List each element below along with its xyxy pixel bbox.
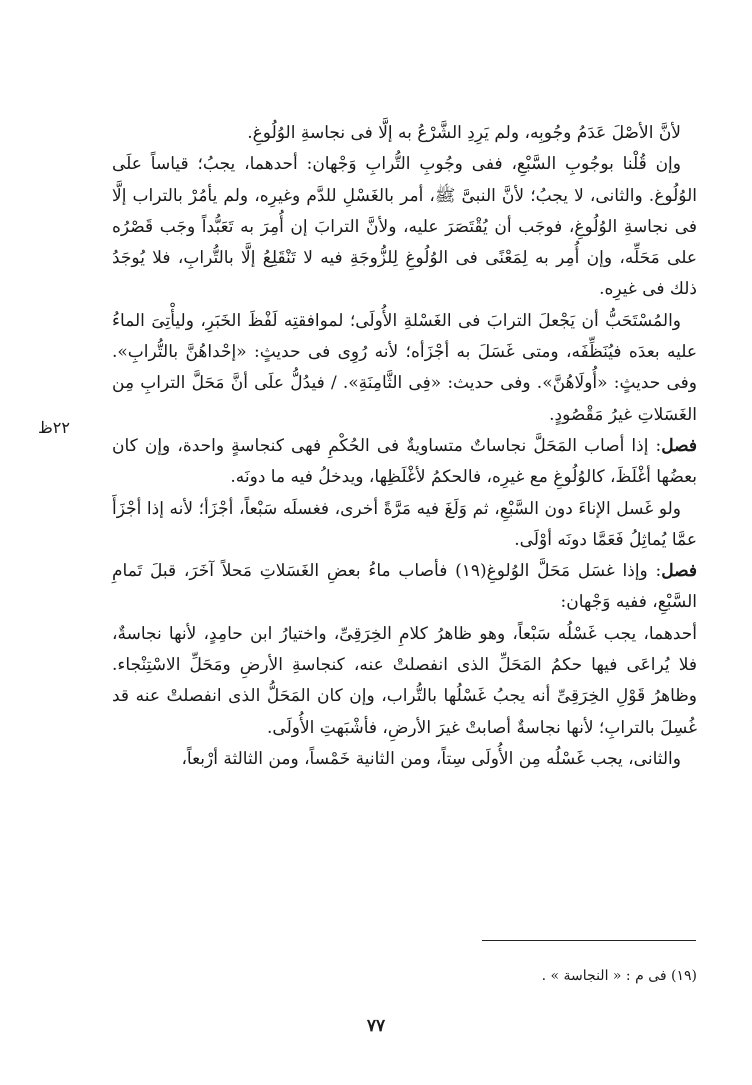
paragraph: وإن قُلْنا بوجُوبِ السَّبْعِ، ففى وجُوبِ التُّرابِ وَجْهان: أحدهما، يجبُ؛ قياساً علَى الوُلُوغ. والثانى، لا يجبُ؛ لأنَّ النبىَّ ﷺ، أمر بالغَسْلِ للدَّم وغيرِه، ولم يأمُرْ بالتراب إلَّا فى نجاسةِ الوُلُوغِ، فوجَب أن يُقْتَصَرَ عليه، ولأنَّ الترابَ إن أُمِرَ به تَعَبُّداً وجَب قَصْرُه على مَحَلِّه، وإن أُمِر به لِمَعْنًى فى الوُلُوغِ لِلزُّوجَةِ فيه لا تَنْقَلِعُ إلَّا بالتُّرابِ، فلا يُوجَدُ ذلك فى غيرِه. [112, 154, 697, 300]
paragraph: أحدهما، يجب غَسْلُه سَبْعاً، وهو ظاهرُ كلامِ الخِرَقِىِّ، واختيارُ ابن حامِدٍ، لأنها نجاسةٌ، فلا يُراعَى فيها حكمُ المَحَلِّ الذى انفصلتْ عنه، كنجاسةِ الأرضِ ومَحَلِّ الاسْتِنْجاء. وظاهرُ قَوْلِ الخِرَقِىِّ أنه يجبُ غَسْلُها بالتُّراب، وإن كان المَحَلُّ الذى انفصلتْ عنه قد غُسِلَ بالترابِ؛ لأنها نجاسةٌ أصابتْ غيرَ الأرضِ، فأشْبَهتِ الأُولَى. [112, 623, 697, 738]
main-text [112, 118, 697, 775]
paragraph: لأنَّ الأصْلَ عَدَمُ وجُوبِه، ولم يَرِدِ الشَّرْعُ به إلَّا فى نجاسةِ الوُلُوغِ. [247, 123, 681, 143]
paragraph: ولو غَسل الإناءَ دون السَّبْعِ، ثم وَلَغَ فيه مَرَّةً أخرى، فغسلَه سَبْعاً، أجْزَأ؛ لأنه إذا أجْزَأَ عمَّا يُماثِلُ فَعَمَّا دونَه أوْلَى. [112, 498, 697, 550]
page-number: ٧٧ [366, 1016, 386, 1036]
margin-folio-note: ٢٢ظ [38, 418, 70, 437]
section-label: فصل [661, 561, 697, 582]
footnote: (١٩) فى م : « النجاسة » . [541, 968, 697, 984]
section-text: : وإذا غسَل مَحَلَّ الوُلوغِ(١٩) فأصاب ماءُ بعضِ الغَسَلاتِ مَحلاً آخَرَ، قبلَ تَمامِ السَّبْعِ، ففيه وَجْهان: [112, 561, 697, 613]
paragraph: والثانى، يجب غَسْلُه مِن الأُولَى سِتاً، ومن الثانية خَمْساً، ومن الثالثة أرْبعاً، [181, 748, 681, 769]
paragraph: والمُسْتَحَبُّ أن يَجْعلَ الترابَ فى الغَسْلةِ الأُولَى؛ لموافقتِه لَفْظَ الخَبَرِ، وليأْتِىَ الماءُ عليه بعدَه فيُنَظِّفَه، ومتى غَسَلَ به أجْزَأه؛ لأنه رُوِى فى حديثٍ: «إحْداهُنَّ بالتُّرابِ». وفى حديثٍ: «أُولَاهُنَّ». وفى حديث: «فِى الثَّامِنَةِ». / فيدُلُّ علَى أنَّ مَحَلَّ الترابِ مِن الغَسَلاتِ غيرُ مَقْصُودٍ. [112, 310, 697, 425]
section-paragraph [112, 431, 697, 494]
section-label: فصل [661, 435, 697, 456]
footnote-divider [482, 940, 696, 941]
section-paragraph [112, 556, 697, 619]
section-text: : إذا أصاب المَحَلَّ نجاساتٌ متساويةٌ فى الحُكْمِ فهى كنجاسةٍ واحدة، وإن كان بعضُها أغْلَظَ، كالوُلُوغِ مع غيرِه، فالحكمُ لأغْلَظِها، ويدخلُ فيه ما دونَه. [112, 435, 697, 488]
